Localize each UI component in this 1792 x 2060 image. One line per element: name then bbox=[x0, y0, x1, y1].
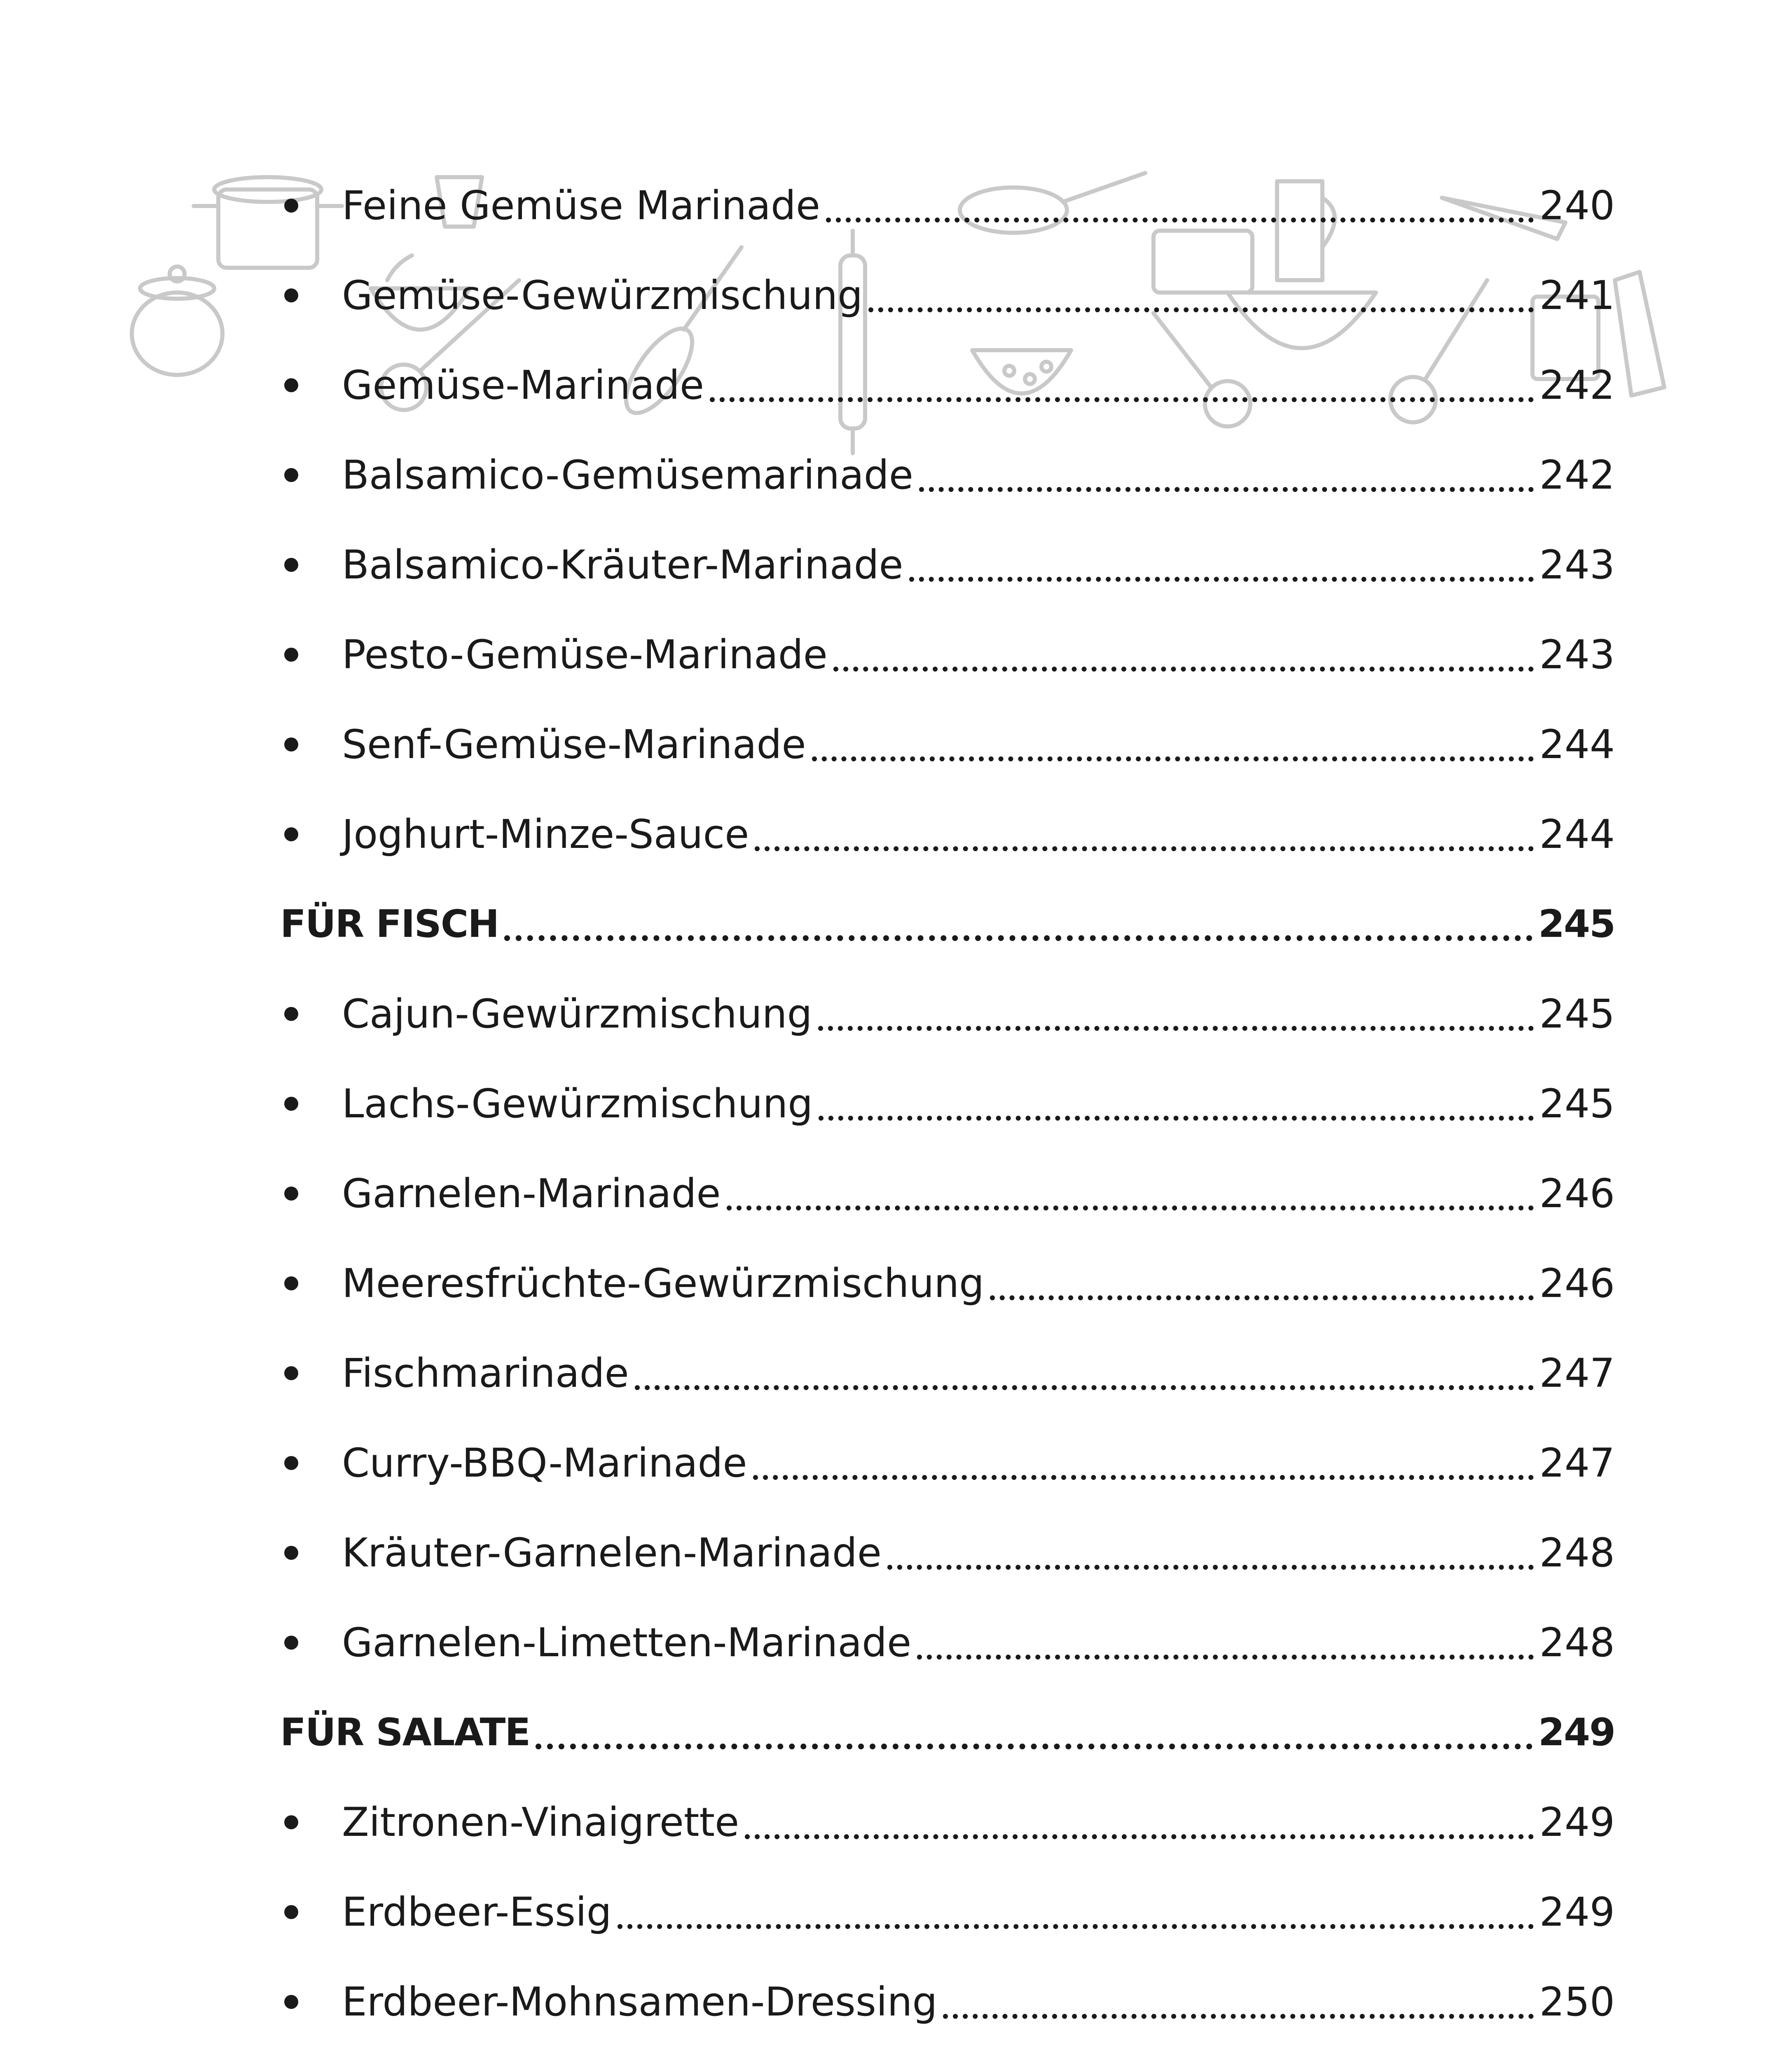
toc-entry bbox=[280, 340, 1615, 430]
bullet-icon bbox=[284, 199, 298, 213]
dot-leader bbox=[819, 1116, 1534, 1121]
bullet-icon bbox=[284, 378, 298, 392]
toc-section-heading bbox=[280, 1688, 1615, 1777]
dot-leader bbox=[753, 1475, 1534, 1480]
toc-entry bbox=[280, 1149, 1615, 1238]
toc-entry-title: Meeresfrüchte-Gewürzmischung bbox=[342, 1260, 985, 1306]
bullet-icon bbox=[284, 737, 298, 751]
bullet-icon bbox=[284, 468, 298, 482]
toc-entry bbox=[280, 1238, 1615, 1328]
toc-entry bbox=[280, 1867, 1615, 1957]
dot-leader bbox=[917, 1655, 1534, 1660]
toc-entry-title: Senf-Gemüse-Marinade bbox=[342, 721, 806, 768]
bullet-icon bbox=[284, 1905, 298, 1919]
dot-leader bbox=[635, 1385, 1534, 1390]
toc-entry bbox=[280, 610, 1615, 700]
dot-leader bbox=[943, 2014, 1533, 2019]
toc-entry bbox=[280, 1418, 1615, 1508]
toc-entry bbox=[280, 1598, 1615, 1688]
bullet-icon bbox=[284, 827, 298, 841]
toc-page-number: 248 bbox=[1539, 1530, 1615, 1576]
toc-entry bbox=[280, 700, 1615, 789]
dot-leader bbox=[745, 1834, 1534, 1839]
toc-entry bbox=[280, 1328, 1615, 1418]
toc-entry bbox=[280, 430, 1615, 520]
toc-page-number: 245 bbox=[1539, 991, 1615, 1037]
toc-entry-title: FÜR SALATE bbox=[280, 1710, 530, 1754]
dot-leader bbox=[909, 577, 1534, 582]
toc-page-number: 242 bbox=[1539, 362, 1615, 408]
grater-icon bbox=[1615, 272, 1664, 396]
dot-leader bbox=[833, 667, 1534, 672]
bullet-icon bbox=[284, 1276, 298, 1290]
bullet-icon bbox=[284, 1366, 298, 1380]
sugar-bowl-icon bbox=[132, 267, 222, 375]
toc-entry bbox=[280, 1508, 1615, 1598]
bullet-icon bbox=[284, 1456, 298, 1470]
toc-page-number: 245 bbox=[1538, 902, 1615, 946]
dot-leader bbox=[727, 1206, 1534, 1210]
toc-entry-title: Fischmarinade bbox=[342, 1350, 629, 1396]
toc-page-number: 243 bbox=[1539, 542, 1615, 588]
toc-page-number: 241 bbox=[1539, 272, 1615, 318]
toc-page-number: 243 bbox=[1539, 632, 1615, 678]
toc-page-number: 244 bbox=[1539, 721, 1615, 768]
toc-page-number: 249 bbox=[1539, 1799, 1615, 1845]
toc-entry bbox=[280, 1059, 1615, 1149]
toc-entry-title: Balsamico-Kräuter-Marinade bbox=[342, 542, 903, 588]
toc-page-number: 246 bbox=[1539, 1170, 1615, 1217]
toc-page-number: 248 bbox=[1539, 1620, 1615, 1666]
toc-entry bbox=[280, 1957, 1615, 2047]
toc-page-number: 249 bbox=[1539, 1889, 1615, 1935]
bullet-icon bbox=[284, 558, 298, 572]
dot-leader bbox=[818, 1026, 1534, 1031]
bullet-icon bbox=[284, 1187, 298, 1201]
toc-entry bbox=[280, 1777, 1615, 1867]
toc-page-number: 240 bbox=[1539, 183, 1615, 229]
toc-page-number: 242 bbox=[1539, 452, 1615, 498]
bullet-icon bbox=[284, 288, 298, 302]
toc-page-number: 250 bbox=[1539, 1979, 1615, 2025]
dot-leader bbox=[536, 1744, 1532, 1749]
toc-entry bbox=[280, 520, 1615, 610]
toc-page-number: 249 bbox=[1538, 1710, 1615, 1754]
toc-entry-title: Joghurt-Minze-Sauce bbox=[342, 811, 749, 857]
toc-page-number: 246 bbox=[1539, 1260, 1615, 1306]
toc-entry bbox=[280, 161, 1615, 250]
toc-entry bbox=[280, 250, 1615, 340]
dot-leader bbox=[919, 487, 1534, 492]
toc-entry bbox=[280, 2047, 1615, 2060]
bullet-icon bbox=[284, 1636, 298, 1650]
toc-entry bbox=[280, 969, 1615, 1059]
toc-entry-title: Feine Gemüse Marinade bbox=[342, 183, 820, 229]
table-of-contents bbox=[280, 161, 1615, 2060]
toc-page-number: 244 bbox=[1539, 811, 1615, 857]
toc-entry-title: Gemüse-Gewürzmischung bbox=[342, 272, 863, 318]
toc-entry-title: Lachs-Gewürzmischung bbox=[342, 1081, 813, 1127]
dot-leader bbox=[618, 1924, 1534, 1929]
toc-entry-title: Cajun-Gewürzmischung bbox=[342, 991, 812, 1037]
toc-entry-title: Balsamico-Gemüsemarinade bbox=[342, 452, 913, 498]
dot-leader bbox=[812, 756, 1534, 761]
dot-leader bbox=[868, 307, 1534, 312]
toc-entry-title: Kräuter-Garnelen-Marinade bbox=[342, 1530, 882, 1576]
toc-entry bbox=[280, 789, 1615, 879]
toc-page-number: 247 bbox=[1539, 1440, 1615, 1486]
dot-leader bbox=[710, 397, 1534, 402]
bullet-icon bbox=[284, 1097, 298, 1111]
toc-page-number: 245 bbox=[1539, 1081, 1615, 1127]
dot-leader bbox=[504, 935, 1532, 941]
dot-leader bbox=[990, 1295, 1534, 1300]
toc-entry-title: Garnelen-Limetten-Marinade bbox=[342, 1620, 912, 1666]
bullet-icon bbox=[284, 1007, 298, 1021]
toc-entry-title: Curry-BBQ-Marinade bbox=[342, 1440, 747, 1486]
toc-entry-title: Erdbeer-Mohnsamen-Dressing bbox=[342, 1979, 938, 2025]
toc-entry-title: Gemüse-Marinade bbox=[342, 362, 704, 408]
dot-leader bbox=[826, 218, 1534, 222]
toc-entry-title: Erdbeer-Essig bbox=[342, 1889, 612, 1935]
bullet-icon bbox=[284, 1995, 298, 2009]
toc-entry-title: Zitronen-Vinaigrette bbox=[342, 1799, 739, 1845]
dot-leader bbox=[755, 846, 1533, 851]
toc-entry-title: Pesto-Gemüse-Marinade bbox=[342, 632, 828, 678]
toc-page-number: 247 bbox=[1539, 1350, 1615, 1396]
dot-leader bbox=[887, 1565, 1534, 1570]
toc-entry-title: Garnelen-Marinade bbox=[342, 1170, 721, 1217]
bullet-icon bbox=[284, 1546, 298, 1560]
bullet-icon bbox=[284, 1815, 298, 1829]
toc-section-heading bbox=[280, 879, 1615, 969]
toc-entry-title: FÜR FISCH bbox=[280, 902, 499, 946]
bullet-icon bbox=[284, 648, 298, 662]
